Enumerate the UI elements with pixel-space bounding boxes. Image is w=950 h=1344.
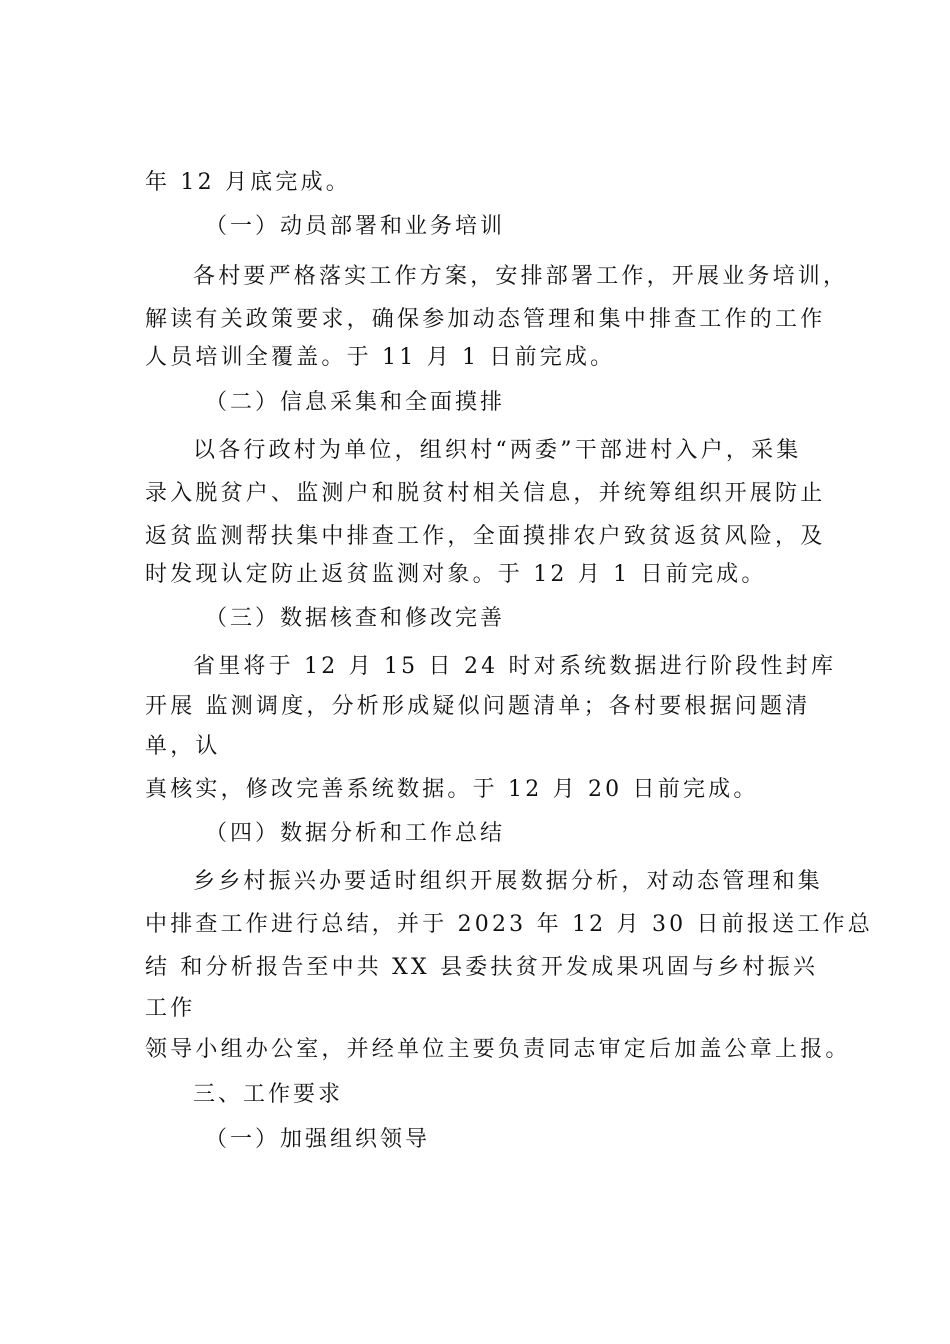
paragraph-line: 中排查工作进行总结，并于 2023 年 12 月 30 日前报送工作总 [145, 912, 873, 937]
paragraph-line: 录入脱贫户、监测户和脱贫村相关信息，并统筹组织开展防止 [145, 481, 826, 506]
subheading-mobilization-training: （一）动员部署和业务培训 [205, 214, 506, 239]
paragraph-line: 人员培训全覆盖。于 11 月 1 日前完成。 [145, 345, 616, 370]
subheading-strengthen-leadership: （一）加强组织领导 [205, 1127, 431, 1152]
subheading-info-collection: （二）信息采集和全面摸排 [205, 390, 506, 415]
paragraph-line: 返贫监测帮扶集中排查工作，全面摸排农户致贫返贫风险，及 [145, 524, 826, 549]
paragraph-line: 解读有关政策要求，确保参加动态管理和集中排查工作的工作 [145, 307, 826, 332]
subheading-data-analysis: （四）数据分析和工作总结 [205, 821, 506, 846]
paragraph-line: 真核实，修改完善系统数据。于 12 月 20 日前完成。 [145, 777, 759, 802]
paragraph-line: 工作 [145, 996, 196, 1021]
paragraph-line: 领导小组办公室，并经单位主要负责同志审定后加盖公章上报。 [145, 1037, 851, 1062]
paragraph-line: 开展 监测调度，分析形成疑似问题清单；各村要根据问题清 [145, 694, 811, 719]
paragraph-line: 以各行政村为单位，组织村“两委”干部进村入户，采集 [193, 438, 802, 463]
paragraph-line: 乡乡村振兴办要适时组织开展数据分析，对动态管理和集 [193, 869, 824, 894]
paragraph-line: 省里将于 12 月 15 日 24 时对系统数据进行阶段性封库 [193, 654, 837, 679]
paragraph-line: 结 和分析报告至中共 XX 县委扶贫开发成果巩固与乡村振兴 [145, 955, 819, 980]
text-line-continuation: 年 12 月底完成。 [145, 170, 351, 195]
paragraph-line: 各村要严格落实工作方案，安排部署工作，开展业务培训， [193, 264, 849, 289]
paragraph-line: 单，认 [145, 734, 221, 759]
subheading-data-verification: （三）数据核查和修改完善 [205, 606, 506, 631]
section-heading-work-requirements: 三、工作要求 [193, 1082, 344, 1107]
paragraph-line: 时发现认定防止返贫监测对象。于 12 月 1 日前完成。 [145, 562, 767, 587]
